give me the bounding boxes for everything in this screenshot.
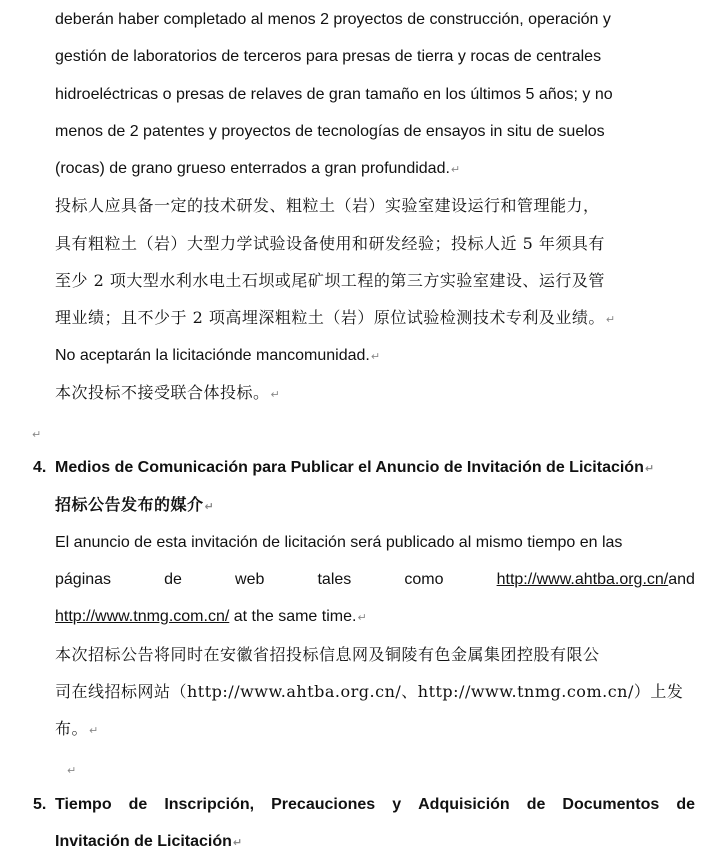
consortium-es-text: No aceptarán la licitaciónde mancomunidad. xyxy=(55,347,370,364)
section-4-title-es xyxy=(55,457,695,480)
link2-suffix: at the same time. xyxy=(229,608,357,625)
word: de xyxy=(164,571,182,588)
section-4-body-es-line-2 xyxy=(55,569,695,591)
intro-es-text-1: deberán haber completado al menos 2 proyectos de construcción, operación y xyxy=(55,11,611,28)
intro-cn-line-3 xyxy=(55,270,695,292)
intro-es-line-1 xyxy=(55,9,695,31)
section-4-body-cn-text-3: 布。 xyxy=(55,719,89,738)
link1-suffix: and xyxy=(668,571,695,588)
word: tales xyxy=(317,571,352,588)
paragraph-mark-icon: ↵ xyxy=(357,611,367,624)
intro-es-line-4 xyxy=(55,121,695,143)
section-4-body-cn-line-2 xyxy=(55,681,695,703)
tnmg-link[interactable]: http://www.tnmg.com.cn/ xyxy=(55,608,230,625)
section-5-number: 5. xyxy=(33,796,47,813)
word: web xyxy=(235,571,265,588)
paragraph-mark-icon: ↵ xyxy=(370,350,381,363)
word: páginas xyxy=(55,571,112,588)
link1-group xyxy=(497,569,695,591)
paragraph-mark-icon: ↵ xyxy=(204,500,215,513)
section-5-title-line-2 xyxy=(55,831,695,854)
section-4-body-es-text-1: El anuncio de esta invitación de licitación será publicado al mismo tiempo en las xyxy=(55,534,623,551)
word: como xyxy=(404,571,444,588)
section-4-body-es-line-3 xyxy=(55,606,695,629)
word: de xyxy=(676,796,695,813)
intro-es-text-4: menos de 2 patentes y proyectos de tecnologías de ensayos in situ de suelos xyxy=(55,123,605,140)
paragraph-mark-icon: ↵ xyxy=(89,724,99,737)
intro-cn-text-1: 投标人应具备一定的技术研发、粗粒土（岩）实验室建设运行和管理能力， xyxy=(55,196,600,215)
consortium-es-line xyxy=(55,345,695,368)
consortium-cn-line xyxy=(55,382,695,406)
word: Adquisición xyxy=(418,796,510,813)
intro-cn-line-1 xyxy=(55,195,695,217)
intro-es-line-5 xyxy=(55,158,695,181)
word: de xyxy=(526,796,546,813)
paragraph-mark-icon: ↵ xyxy=(450,163,461,176)
word: de xyxy=(128,796,148,813)
section-4-body-cn-line-1 xyxy=(55,644,695,666)
word: Documentos xyxy=(562,796,660,813)
section-4-title-cn xyxy=(55,494,695,518)
paragraph-mark-icon: ↵ xyxy=(605,313,616,326)
intro-es-text-2: gestión de laboratorios de terceros para presas de tierra y rocas de centrales xyxy=(55,48,602,65)
ahtba-link[interactable]: http://www.ahtba.org.cn/ xyxy=(496,571,669,588)
intro-es-line-2 xyxy=(55,46,695,68)
word: Inscripción, xyxy=(164,796,255,813)
word: y xyxy=(392,796,402,813)
section-4-title-es-text: Medios de Comunicación para Publicar el Anuncio de Invitación de Licitación xyxy=(55,459,644,476)
word: Tiempo xyxy=(55,796,112,813)
section-4-body-cn-text-2: 司在线招标网站（http://www.ahtba.org.cn/、http://www.tnmg.com.cn/）上发 xyxy=(55,682,684,701)
paragraph-mark-icon: ↵ xyxy=(270,388,281,401)
intro-es-text-5: (rocas) de grano grueso enterrados a gran profundidad. xyxy=(55,160,450,177)
section-4-title-cn-text: 招标公告发布的媒介 xyxy=(55,495,204,514)
word: Precauciones xyxy=(271,796,376,813)
intro-cn-text-4: 理业绩；且不少于 2 项高埋深粗粒土（岩）原位试验检测技术专利及业绩。 xyxy=(55,308,605,327)
paragraph-mark-icon: ↵ xyxy=(67,764,77,777)
consortium-cn-text: 本次投标不接受联合体投标。 xyxy=(55,383,270,402)
section-4-body-cn-line-3 xyxy=(55,718,695,742)
intro-es-line-3 xyxy=(55,84,695,106)
paragraph-mark-icon: ↵ xyxy=(232,836,243,849)
intro-cn-line-2 xyxy=(55,233,695,255)
intro-cn-line-4 xyxy=(55,307,695,331)
section-5-title-text-2: Invitación de Licitación xyxy=(55,833,232,850)
intro-cn-text-2: 具有粗粒土（岩）大型力学试验设备使用和研发经验；投标人近 5 年须具有 xyxy=(55,234,605,253)
intro-cn-text-3: 至少 2 项大型水利水电土石坝或尾矿坝工程的第三方实验室建设、运行及管 xyxy=(55,271,605,290)
section-4-number: 4. xyxy=(33,459,47,476)
paragraph-mark-icon: ↵ xyxy=(32,428,42,441)
section-5-title-line-1 xyxy=(55,794,695,816)
intro-es-text-3: hidroeléctricas o presas de relaves de gran tamaño en los últimos 5 años; y no xyxy=(55,86,613,103)
section-4-body-es-line-1 xyxy=(55,532,695,554)
paragraph-mark-icon: ↵ xyxy=(644,462,655,475)
section-4-body-cn-text-1: 本次招标公告将同时在安徽省招投标信息网及铜陵有色金属集团控股有限公 xyxy=(55,645,600,664)
